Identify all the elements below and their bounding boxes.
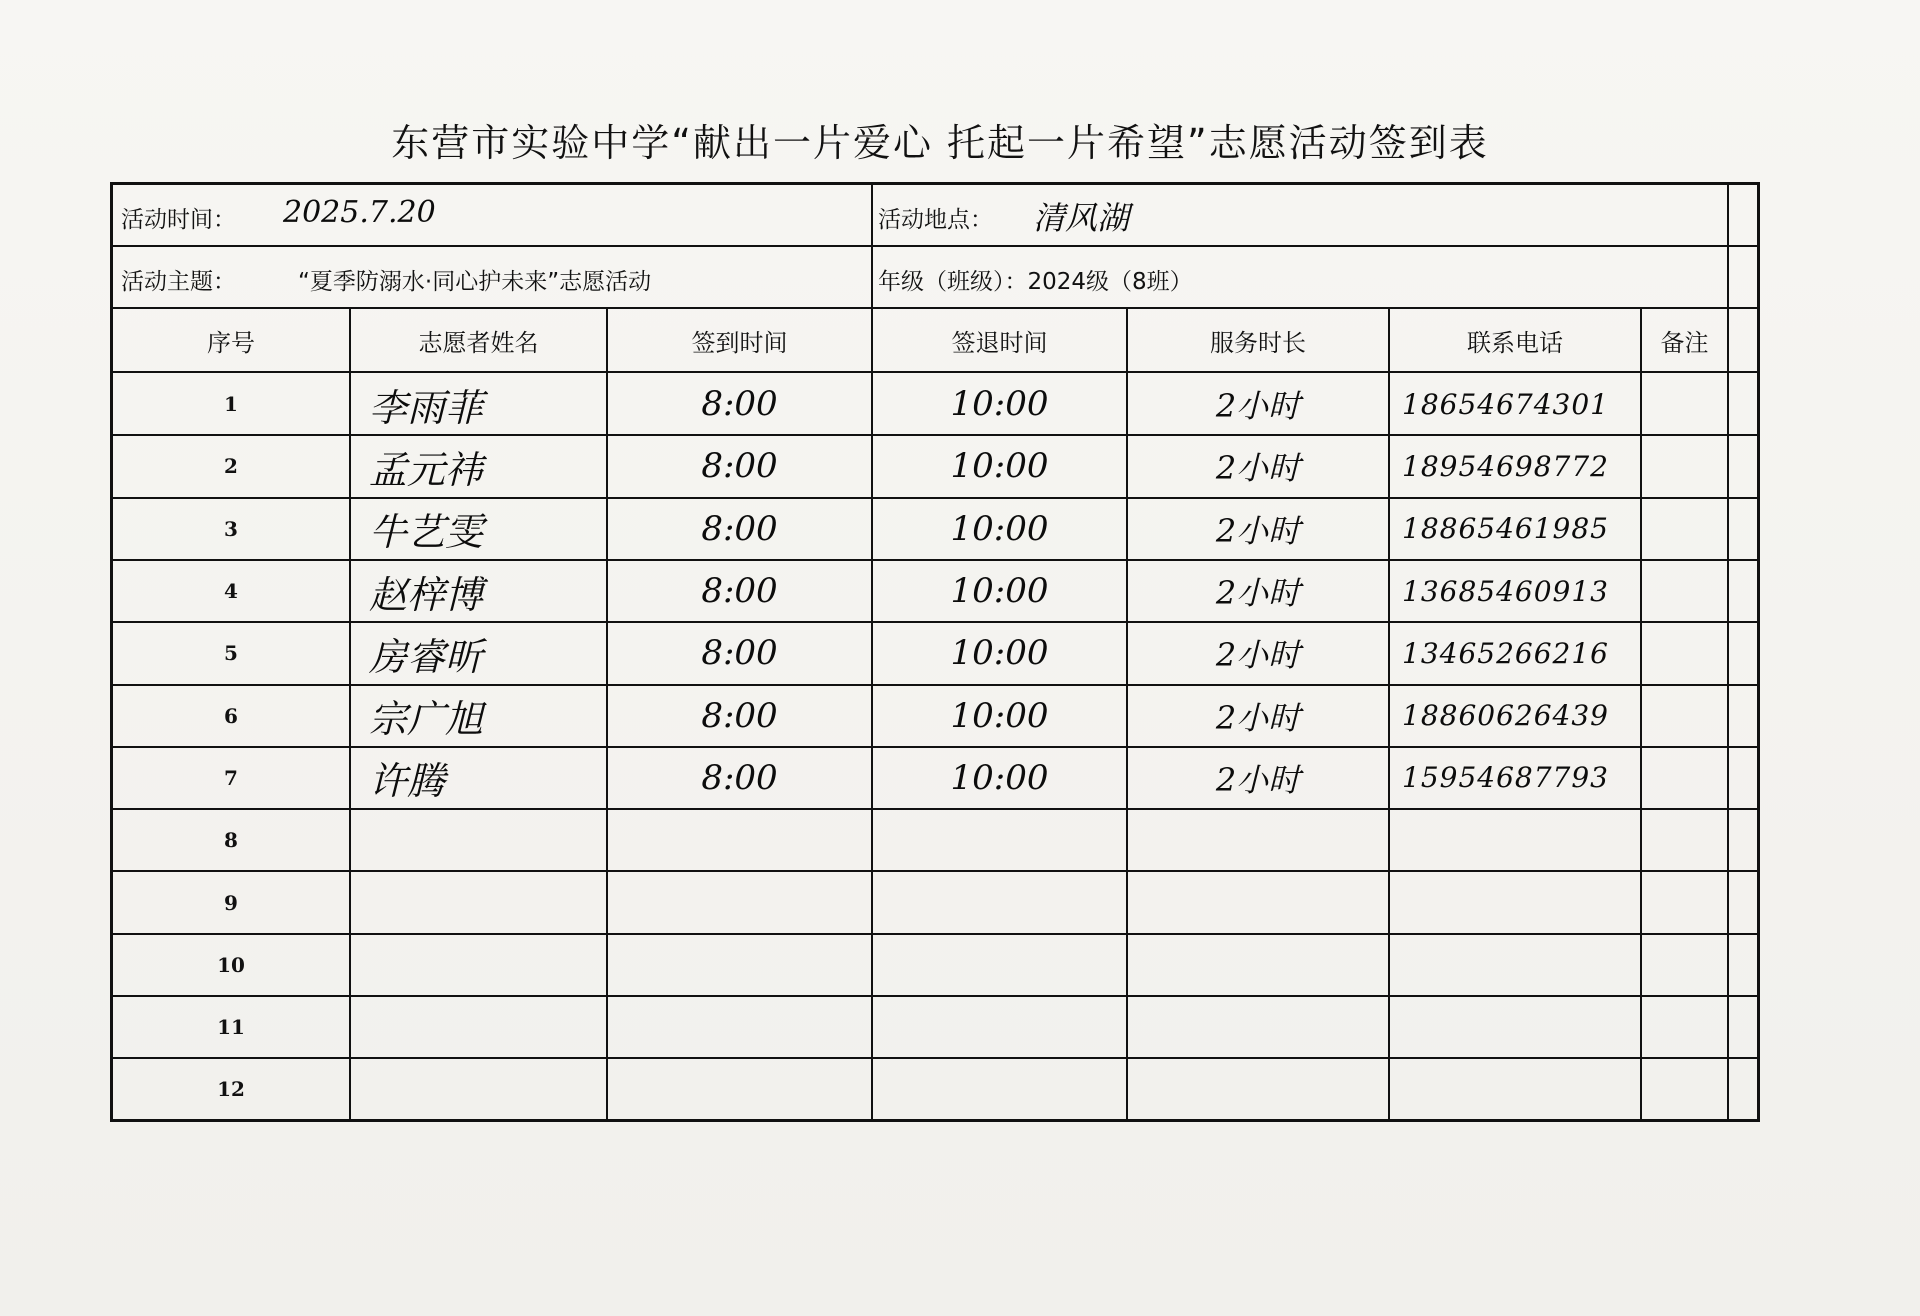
service-duration: 2小时 xyxy=(1215,574,1301,613)
header-name: 志愿者姓名 xyxy=(418,328,539,357)
row-number: 9 xyxy=(224,890,238,915)
table-row xyxy=(113,871,1757,933)
volunteer-name xyxy=(351,934,606,996)
row-number: 10 xyxy=(217,952,245,977)
checkout-time: 10:00 xyxy=(950,384,1049,425)
checkin-time xyxy=(608,809,871,871)
activity-place-value: 清风湖 xyxy=(1033,199,1130,237)
row-number: 3 xyxy=(224,516,238,541)
checkin-time: 8:00 xyxy=(701,446,778,487)
remark xyxy=(1642,809,1727,871)
info-edge-line xyxy=(1727,185,1729,309)
volunteer-name: 许腾 xyxy=(369,759,446,804)
row-number: 5 xyxy=(224,641,238,666)
contact-phone xyxy=(1390,809,1640,871)
volunteer-name: 李雨菲 xyxy=(369,385,484,430)
service-duration: 2小时 xyxy=(1215,698,1301,737)
remark xyxy=(1642,560,1727,622)
contact-phone: 15954687793 xyxy=(1402,761,1609,795)
info-divider xyxy=(871,185,873,309)
checkout-time: 10:00 xyxy=(950,695,1049,736)
header-phone: 联系电话 xyxy=(1467,328,1563,357)
table-row xyxy=(113,809,1757,871)
contact-phone: 13465266216 xyxy=(1402,636,1609,670)
contact-phone: 18860626439 xyxy=(1402,699,1609,733)
contact-phone xyxy=(1390,996,1640,1058)
checkin-time: 8:00 xyxy=(701,508,778,549)
checkout-time xyxy=(873,934,1126,996)
activity-theme-label: 活动主题： xyxy=(121,269,236,295)
remark xyxy=(1642,498,1727,560)
contact-phone: 18865461985 xyxy=(1402,512,1609,546)
service-duration xyxy=(1128,996,1388,1058)
checkout-time: 10:00 xyxy=(950,508,1049,549)
remark xyxy=(1642,871,1727,933)
contact-phone: 18654674301 xyxy=(1402,387,1609,421)
header-note: 备注 xyxy=(1660,328,1709,357)
checkin-time xyxy=(608,934,871,996)
activity-place-label: 活动地点： xyxy=(878,207,993,233)
remark xyxy=(1642,934,1727,996)
table-row xyxy=(113,1058,1757,1120)
contact-phone xyxy=(1390,934,1640,996)
service-duration xyxy=(1128,809,1388,871)
checkout-time: 10:00 xyxy=(950,633,1049,674)
table-row xyxy=(113,996,1757,1058)
checkout-time: 10:00 xyxy=(950,757,1049,798)
table-row xyxy=(113,560,1757,622)
sign-in-form xyxy=(110,182,1760,1122)
activity-time-value: 2025.7.20 xyxy=(283,195,436,230)
table-row xyxy=(113,685,1757,747)
row-number: 12 xyxy=(217,1077,245,1102)
checkout-time xyxy=(873,1058,1126,1120)
checkin-time: 8:00 xyxy=(701,633,778,674)
volunteer-name: 宗广旭 xyxy=(369,697,484,742)
service-duration: 2小时 xyxy=(1215,636,1301,675)
service-duration xyxy=(1128,871,1388,933)
remark xyxy=(1642,685,1727,747)
table-row xyxy=(113,373,1757,435)
table-row xyxy=(113,622,1757,684)
checkin-time xyxy=(608,871,871,933)
header-duration: 服务时长 xyxy=(1210,328,1306,357)
header-checkin: 签到时间 xyxy=(691,328,788,357)
row-number: 1 xyxy=(224,392,238,417)
header-checkout: 签退时间 xyxy=(951,328,1048,357)
checkin-time xyxy=(608,996,871,1058)
service-duration: 2小时 xyxy=(1215,387,1301,426)
service-duration xyxy=(1128,934,1388,996)
checkout-time xyxy=(873,996,1126,1058)
checkout-time xyxy=(873,871,1126,933)
checkout-time: 10:00 xyxy=(950,571,1049,612)
volunteer-name xyxy=(351,1058,606,1120)
contact-phone: 18954698772 xyxy=(1402,449,1609,483)
checkin-time: 8:00 xyxy=(701,757,778,798)
volunteer-name xyxy=(351,809,606,871)
service-duration: 2小时 xyxy=(1215,449,1301,488)
info-row-time-place xyxy=(113,185,1757,247)
service-duration: 2小时 xyxy=(1215,511,1301,550)
volunteer-name xyxy=(351,871,606,933)
checkin-time: 8:00 xyxy=(701,571,778,612)
table-row xyxy=(113,934,1757,996)
contact-phone xyxy=(1390,1058,1640,1120)
volunteer-name: 孟元祎 xyxy=(369,447,484,492)
remark xyxy=(1642,373,1727,435)
row-number: 11 xyxy=(217,1015,245,1040)
remark xyxy=(1642,747,1727,809)
checkin-time: 8:00 xyxy=(701,695,778,736)
contact-phone xyxy=(1390,871,1640,933)
row-number: 2 xyxy=(224,454,238,479)
service-duration: 2小时 xyxy=(1215,760,1301,799)
volunteer-name: 赵梓博 xyxy=(369,572,484,617)
activity-time-label: 活动时间： xyxy=(121,207,236,233)
info-row-theme-grade xyxy=(113,247,1757,309)
activity-theme-value: “夏季防溺水·同心护未来”志愿活动 xyxy=(298,269,652,295)
remark xyxy=(1642,622,1727,684)
table-row xyxy=(113,747,1757,809)
checkin-time xyxy=(608,1058,871,1120)
row-number: 6 xyxy=(224,703,238,728)
checkout-time xyxy=(873,809,1126,871)
signin-table xyxy=(113,309,1757,1119)
volunteer-name: 房睿昕 xyxy=(369,634,484,679)
remark xyxy=(1642,996,1727,1058)
header-no: 序号 xyxy=(207,328,255,357)
service-duration xyxy=(1128,1058,1388,1120)
remark xyxy=(1642,435,1727,497)
row-number: 8 xyxy=(224,828,238,853)
row-number: 7 xyxy=(224,765,238,790)
row-number: 4 xyxy=(224,579,238,604)
remark xyxy=(1642,1058,1727,1120)
contact-phone: 13685460913 xyxy=(1402,574,1609,608)
table-row xyxy=(113,498,1757,560)
checkin-time: 8:00 xyxy=(701,384,778,425)
form-title: 东营市实验中学“献出一片爱心 托起一片希望”志愿活动签到表 xyxy=(391,121,1489,165)
table-row xyxy=(113,435,1757,497)
volunteer-name: 牛艺雯 xyxy=(369,510,484,555)
volunteer-name xyxy=(351,996,606,1058)
checkout-time: 10:00 xyxy=(950,446,1049,487)
grade-class-label: 年级（班级）：2024级（8班） xyxy=(878,269,1193,295)
